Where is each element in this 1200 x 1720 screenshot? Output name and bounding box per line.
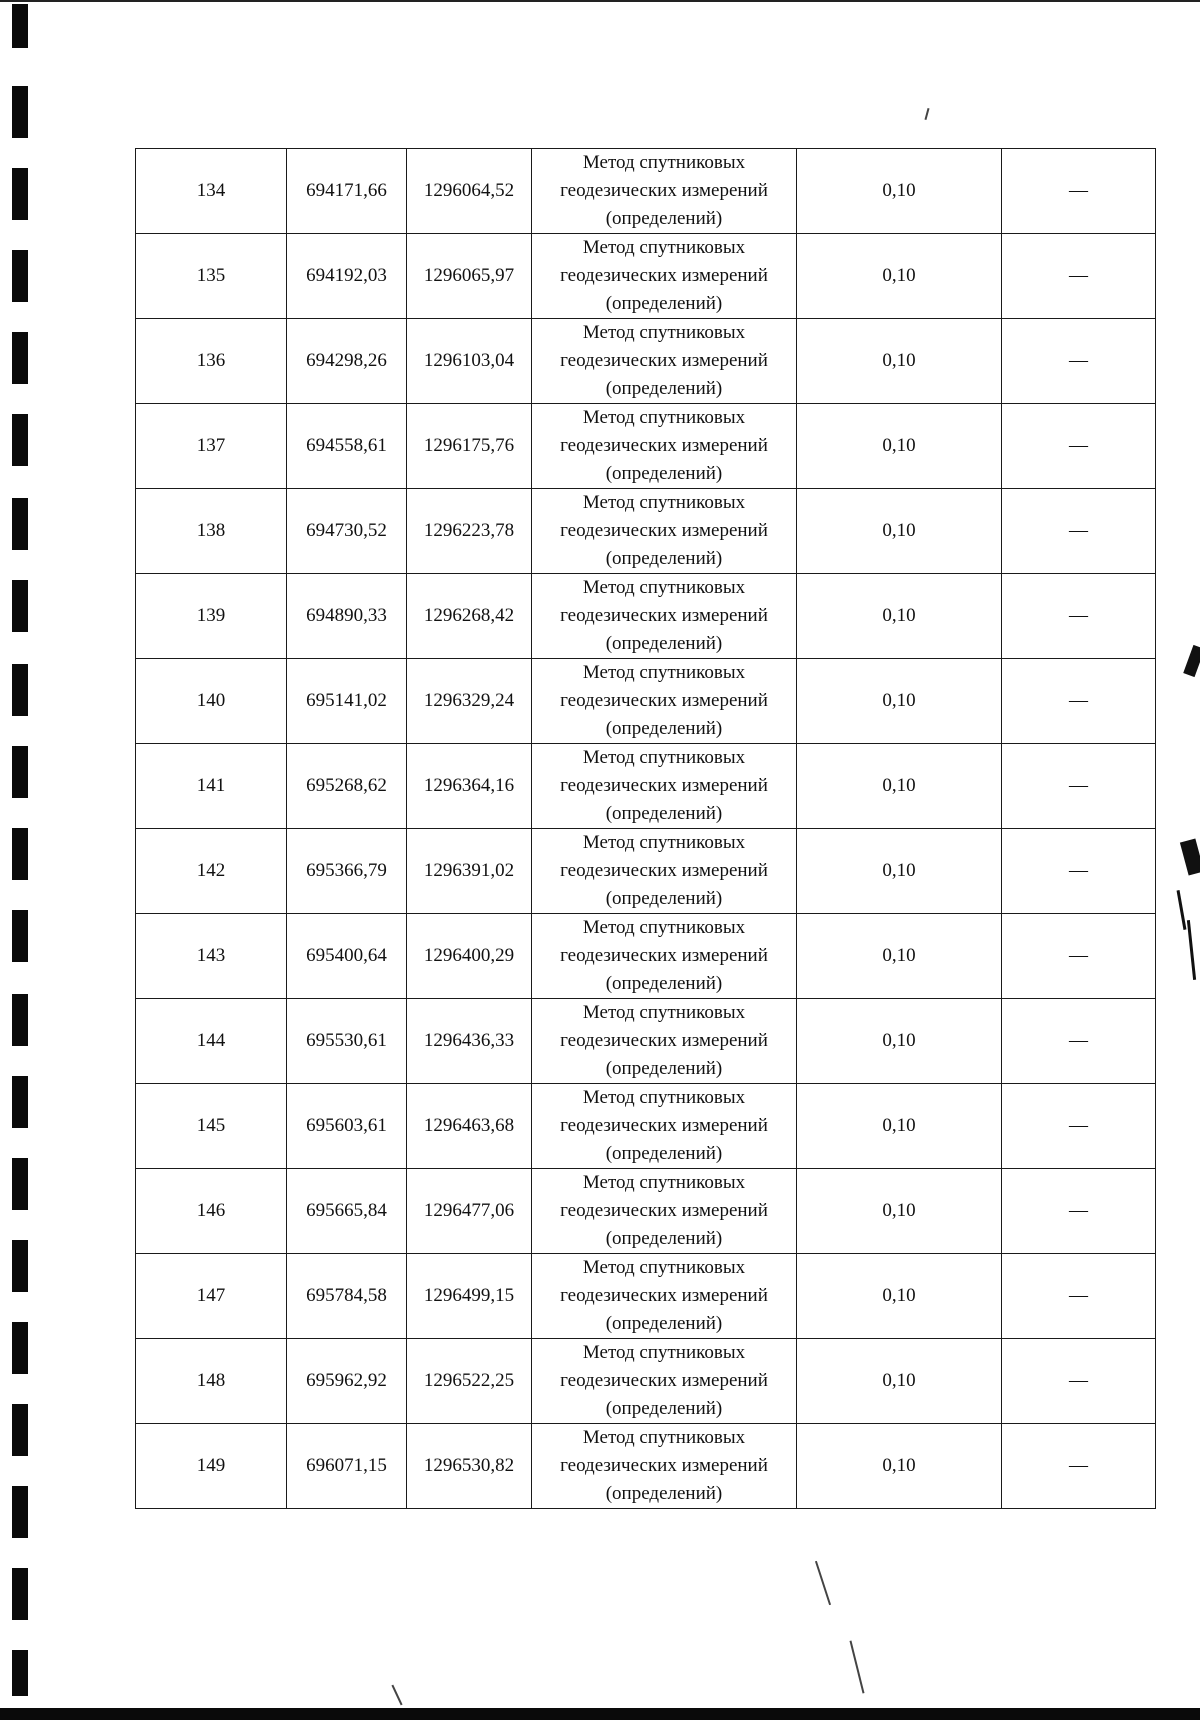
precision-cell: 0,10 [797, 319, 1002, 404]
y-coordinate-cell: 1296391,02 [407, 829, 532, 914]
table-row [136, 319, 1156, 404]
table-row [136, 489, 1156, 574]
point-number-cell: 143 [136, 914, 287, 999]
method-line: Метод спутниковых [582, 1172, 746, 1193]
method-cell [532, 404, 797, 489]
y-coordinate-cell: 1296400,29 [407, 914, 532, 999]
x-coordinate-cell: 695141,02 [287, 659, 407, 744]
table-row [136, 234, 1156, 319]
x-coordinate-cell: 695400,64 [287, 914, 407, 999]
note-cell: — [1002, 1424, 1156, 1509]
method-line: (определений) [605, 1143, 723, 1164]
scan-speck [815, 1561, 831, 1605]
x-coordinate-cell: 694558,61 [287, 404, 407, 489]
note-cell: — [1002, 914, 1156, 999]
x-coordinate-cell: 695268,62 [287, 744, 407, 829]
note-cell: — [1002, 574, 1156, 659]
note-cell: — [1002, 1254, 1156, 1339]
point-number-cell: 139 [136, 574, 287, 659]
point-number-cell: 148 [136, 1339, 287, 1424]
table-row [136, 1254, 1156, 1339]
method-cell [532, 659, 797, 744]
method-line: (определений) [605, 208, 723, 229]
table-row [136, 659, 1156, 744]
scan-speck [849, 1641, 864, 1694]
method-line: Метод спутниковых [582, 152, 746, 173]
point-number-cell: 140 [136, 659, 287, 744]
method-line: Метод спутниковых [582, 917, 746, 938]
note-cell: — [1002, 489, 1156, 574]
y-coordinate-cell: 1296065,97 [407, 234, 532, 319]
table-row [136, 1169, 1156, 1254]
method-line: Метод спутниковых [582, 1342, 746, 1363]
note-cell: — [1002, 319, 1156, 404]
binding-mark [12, 664, 28, 716]
binding-mark [12, 1076, 28, 1128]
method-line: (определений) [605, 718, 723, 739]
method-cell [532, 829, 797, 914]
precision-cell: 0,10 [797, 1169, 1002, 1254]
method-line: Метод спутниковых [582, 322, 746, 343]
scan-speck [391, 1685, 402, 1706]
x-coordinate-cell: 694298,26 [287, 319, 407, 404]
method-line: геодезических измерений [560, 265, 768, 286]
method-cell [532, 319, 797, 404]
method-line: геодезических измерений [560, 1285, 768, 1306]
y-coordinate-cell: 1296103,04 [407, 319, 532, 404]
note-cell: — [1002, 1169, 1156, 1254]
x-coordinate-cell: 695530,61 [287, 999, 407, 1084]
point-number-cell: 141 [136, 744, 287, 829]
precision-cell: 0,10 [797, 234, 1002, 319]
point-number-cell: 144 [136, 999, 287, 1084]
method-line: Метод спутниковых [582, 1087, 746, 1108]
y-coordinate-cell: 1296223,78 [407, 489, 532, 574]
table-row [136, 1339, 1156, 1424]
y-coordinate-cell: 1296329,24 [407, 659, 532, 744]
x-coordinate-cell: 695962,92 [287, 1339, 407, 1424]
point-number-cell: 134 [136, 149, 287, 234]
precision-cell: 0,10 [797, 149, 1002, 234]
precision-cell: 0,10 [797, 1254, 1002, 1339]
table-row [136, 914, 1156, 999]
method-line: Метод спутниковых [582, 1257, 746, 1278]
binding-mark [12, 1650, 28, 1696]
method-line: геодезических измерений [560, 1030, 768, 1051]
precision-cell: 0,10 [797, 914, 1002, 999]
note-cell: — [1002, 829, 1156, 914]
x-coordinate-cell: 695603,61 [287, 1084, 407, 1169]
method-line: Метод спутниковых [582, 747, 746, 768]
method-line: (определений) [605, 463, 723, 484]
x-coordinate-cell: 694192,03 [287, 234, 407, 319]
precision-cell: 0,10 [797, 1339, 1002, 1424]
binding-marks [12, 0, 36, 1720]
method-line: Метод спутниковых [582, 662, 746, 683]
table-row [136, 829, 1156, 914]
precision-cell: 0,10 [797, 489, 1002, 574]
method-line: (определений) [605, 1313, 723, 1334]
method-line: Метод спутниковых [582, 577, 746, 598]
method-line: Метод спутниковых [582, 237, 746, 258]
point-number-cell: 137 [136, 404, 287, 489]
method-cell [532, 574, 797, 659]
method-line: (определений) [605, 1058, 723, 1079]
table-row [136, 404, 1156, 489]
binding-mark [12, 1240, 28, 1292]
scan-stains [1160, 620, 1200, 1040]
binding-mark [12, 1404, 28, 1456]
x-coordinate-cell: 694730,52 [287, 489, 407, 574]
point-number-cell: 147 [136, 1254, 287, 1339]
method-cell [532, 149, 797, 234]
method-cell [532, 489, 797, 574]
precision-cell: 0,10 [797, 999, 1002, 1084]
method-line: геодезических измерений [560, 605, 768, 626]
method-cell [532, 999, 797, 1084]
note-cell: — [1002, 404, 1156, 489]
y-coordinate-cell: 1296175,76 [407, 404, 532, 489]
point-number-cell: 149 [136, 1424, 287, 1509]
binding-mark [12, 994, 28, 1046]
point-number-cell: 136 [136, 319, 287, 404]
note-cell: — [1002, 659, 1156, 744]
precision-cell: 0,10 [797, 404, 1002, 489]
stain [1187, 920, 1196, 980]
note-cell: — [1002, 149, 1156, 234]
table-row [136, 1424, 1156, 1509]
method-line: (определений) [605, 548, 723, 569]
method-line: геодезических измерений [560, 1115, 768, 1136]
stain [1180, 839, 1200, 876]
binding-mark [12, 332, 28, 384]
note-cell: — [1002, 234, 1156, 319]
note-cell: — [1002, 744, 1156, 829]
method-line: (определений) [605, 1483, 723, 1504]
method-line: Метод спутниковых [582, 1002, 746, 1023]
precision-cell: 0,10 [797, 574, 1002, 659]
y-coordinate-cell: 1296463,68 [407, 1084, 532, 1169]
binding-mark [12, 1568, 28, 1620]
stain [1183, 645, 1200, 677]
note-cell: — [1002, 1084, 1156, 1169]
method-line: Метод спутниковых [582, 832, 746, 853]
point-number-cell: 145 [136, 1084, 287, 1169]
y-coordinate-cell: 1296364,16 [407, 744, 532, 829]
binding-mark [12, 746, 28, 798]
y-coordinate-cell: 1296499,15 [407, 1254, 532, 1339]
precision-cell: 0,10 [797, 829, 1002, 914]
precision-cell: 0,10 [797, 1424, 1002, 1509]
method-line: геодезических измерений [560, 1370, 768, 1391]
binding-mark [12, 580, 28, 632]
method-line: Метод спутниковых [582, 1427, 746, 1448]
table-row [136, 149, 1156, 234]
table-row [136, 1084, 1156, 1169]
point-number-cell: 146 [136, 1169, 287, 1254]
method-line: геодезических измерений [560, 180, 768, 201]
note-cell: — [1002, 1339, 1156, 1424]
y-coordinate-cell: 1296064,52 [407, 149, 532, 234]
method-line: геодезических измерений [560, 1200, 768, 1221]
binding-mark [12, 168, 28, 220]
stain [1177, 890, 1187, 930]
method-line: (определений) [605, 293, 723, 314]
method-line: Метод спутниковых [582, 407, 746, 428]
binding-mark [12, 4, 28, 48]
x-coordinate-cell: 694171,66 [287, 149, 407, 234]
method-line: геодезических измерений [560, 1455, 768, 1476]
coordinates-table [135, 148, 1156, 1509]
method-cell [532, 1169, 797, 1254]
binding-mark [12, 828, 28, 880]
x-coordinate-cell: 694890,33 [287, 574, 407, 659]
x-coordinate-cell: 695665,84 [287, 1169, 407, 1254]
scan-edge-bottom [0, 1708, 1200, 1720]
method-line: (определений) [605, 1228, 723, 1249]
method-cell [532, 744, 797, 829]
method-cell [532, 234, 797, 319]
binding-mark [12, 498, 28, 550]
y-coordinate-cell: 1296268,42 [407, 574, 532, 659]
precision-cell: 0,10 [797, 744, 1002, 829]
method-line: (определений) [605, 378, 723, 399]
x-coordinate-cell: 695784,58 [287, 1254, 407, 1339]
y-coordinate-cell: 1296477,06 [407, 1169, 532, 1254]
binding-mark [12, 414, 28, 466]
table-row [136, 744, 1156, 829]
precision-cell: 0,10 [797, 1084, 1002, 1169]
scan-edge-top [0, 0, 1200, 2]
binding-mark [12, 86, 28, 138]
method-line: геодезических измерений [560, 945, 768, 966]
method-line: (определений) [605, 888, 723, 909]
binding-mark [12, 1158, 28, 1210]
y-coordinate-cell: 1296530,82 [407, 1424, 532, 1509]
method-cell [532, 1084, 797, 1169]
y-coordinate-cell: 1296436,33 [407, 999, 532, 1084]
x-coordinate-cell: 695366,79 [287, 829, 407, 914]
method-line: (определений) [605, 973, 723, 994]
method-cell [532, 1424, 797, 1509]
point-number-cell: 142 [136, 829, 287, 914]
binding-mark [12, 250, 28, 302]
x-coordinate-cell: 696071,15 [287, 1424, 407, 1509]
point-number-cell: 135 [136, 234, 287, 319]
table-row [136, 999, 1156, 1084]
binding-mark [12, 1322, 28, 1374]
method-cell [532, 914, 797, 999]
binding-mark [12, 1486, 28, 1538]
y-coordinate-cell: 1296522,25 [407, 1339, 532, 1424]
method-line: геодезических измерений [560, 860, 768, 881]
method-line: геодезических измерений [560, 435, 768, 456]
method-line: геодезических измерений [560, 350, 768, 371]
method-line: (определений) [605, 803, 723, 824]
point-number-cell: 138 [136, 489, 287, 574]
method-line: геодезических измерений [560, 690, 768, 711]
precision-cell: 0,10 [797, 659, 1002, 744]
method-cell [532, 1254, 797, 1339]
method-line: (определений) [605, 633, 723, 654]
method-line: (определений) [605, 1398, 723, 1419]
scan-speck [924, 108, 929, 120]
method-line: геодезических измерений [560, 775, 768, 796]
method-line: геодезических измерений [560, 520, 768, 541]
binding-mark [12, 910, 28, 962]
table-row [136, 574, 1156, 659]
note-cell: — [1002, 999, 1156, 1084]
method-cell [532, 1339, 797, 1424]
method-line: Метод спутниковых [582, 492, 746, 513]
